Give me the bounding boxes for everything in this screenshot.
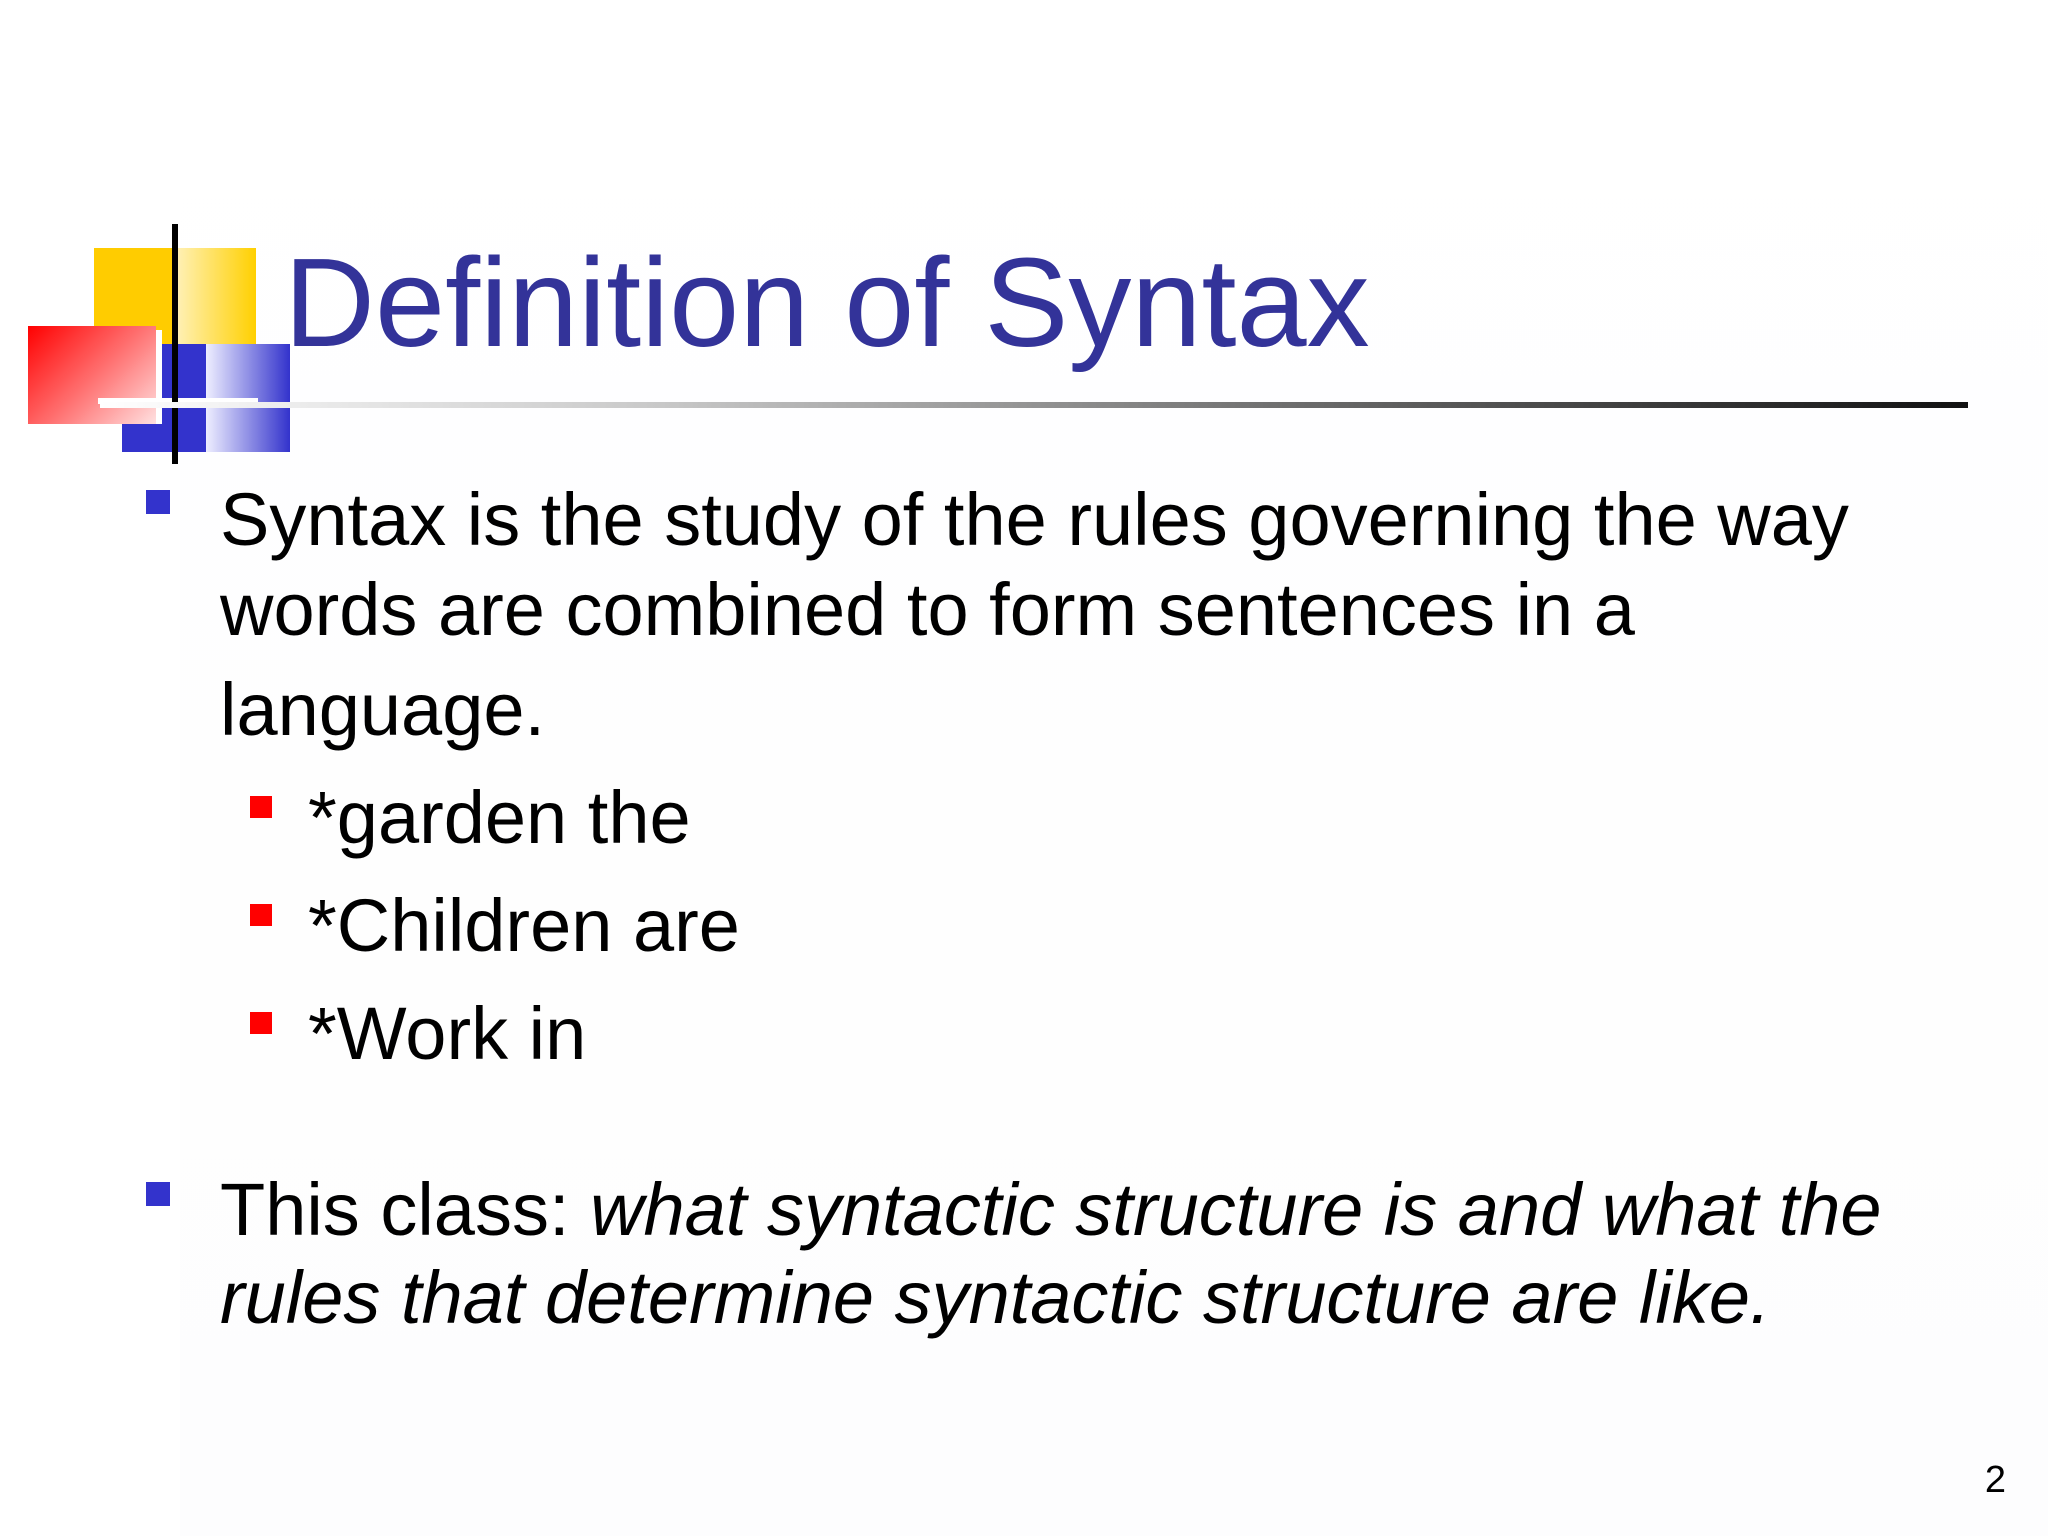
bullet-marker [146,490,170,514]
bullet-2-text [220,1166,1940,1342]
bullet-1-line-3: language. [220,668,546,751]
bullet-1-line-1: Syntax is the study of the rules governing the way [220,478,1849,561]
bullet-2-italic-text: what syntactic structure is and what the rules that determine syntactic structure are like. [220,1168,1882,1339]
bullet-marker [146,1182,170,1206]
sub-bullet-1: *garden the [308,776,691,859]
page-number: 2 [1984,1459,2006,1501]
sub-bullet-2: *Children are [308,884,740,967]
slide-title: Definition of Syntax [284,232,1370,373]
bullet-1-line-2: words are combined to form sentences in a [220,568,1635,651]
sub-bullet-marker [250,796,272,818]
logo-yellow-gradient-block [178,248,256,348]
logo-white-vertical-line [156,330,162,424]
sub-bullet-marker [250,904,272,926]
logo-black-vertical-line [172,224,178,464]
title-underline [100,402,1968,408]
sub-bullet-marker [250,1012,272,1034]
decorative-block-logo [0,220,300,470]
bullet-2-prefix: This class: [220,1168,591,1251]
sub-bullet-3: *Work in [308,992,587,1075]
logo-red-block [28,326,156,424]
